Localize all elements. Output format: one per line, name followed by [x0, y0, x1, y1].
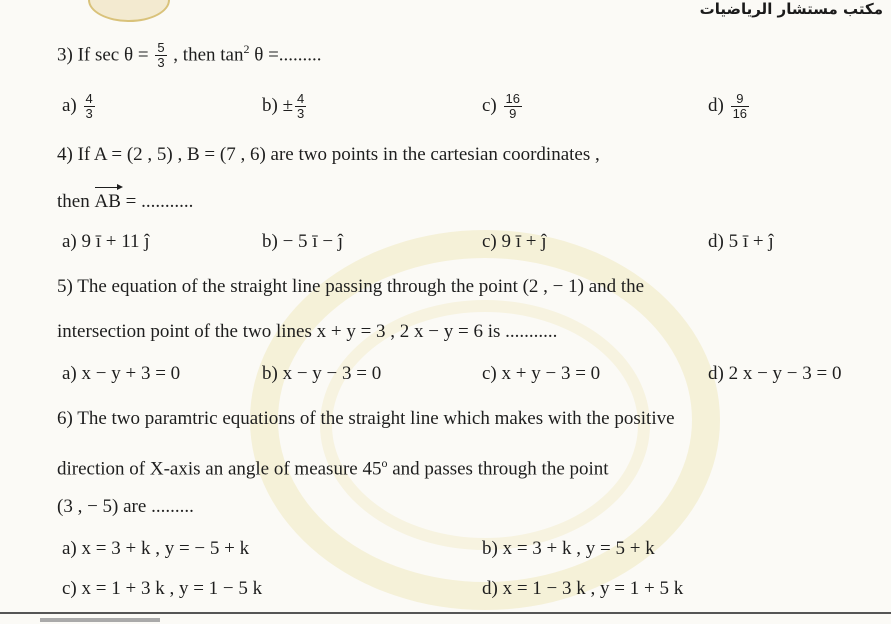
q5-option-c[interactable]: c) x + y − 3 = 0 [482, 363, 601, 384]
q4-option-a[interactable]: a) 9 ī + 11 ĵ [62, 231, 150, 252]
q5-line-2: intersection point of the two lines x + y = 3 , 2 x − y = 6 is ........... [57, 321, 558, 342]
q6-line-3: (3 , − 5) are ......... [57, 496, 194, 517]
q4-option-d[interactable]: d) 5 ī + ĵ [708, 231, 774, 252]
q4-line-1: 4) If A = (2 , 5) , B = (7 , 6) are two points in the cartesian coordinates , [57, 144, 600, 165]
q6-line-1: 6) The two paramtric equations of the straight line which makes with the positive [57, 408, 675, 429]
q6-line-2: direction of X-axis an angle of measure 45$^o$ and passes through the point [57, 456, 609, 480]
q3-fraction: $\frac{5}{3}$ [157, 40, 165, 71]
q3-end: θ =......... [249, 44, 322, 66]
q3-option-a[interactable]: a) $\frac{4}{3}$ [62, 91, 93, 121]
vector-ab: AB [94, 191, 121, 212]
q6-option-b[interactable]: b) x = 3 + k , y = 5 + k [482, 538, 655, 559]
q4-option-b[interactable]: b) − 5 ī − ĵ [262, 231, 344, 252]
q6-option-d[interactable]: d) x = 1 − 3 k , y = 1 + 5 k [482, 578, 684, 599]
brand-title: مكتب مستشار الرياضيات [699, 0, 883, 18]
q3-option-d[interactable]: d) $\frac{9}{16}$ [708, 91, 748, 121]
q3-sup: 2 [243, 42, 250, 56]
q3-option-c[interactable]: c) $\frac{16}{9}$ [482, 91, 520, 121]
header-logo [88, 0, 170, 22]
q5-option-d[interactable]: d) 2 x − y − 3 = 0 [708, 363, 842, 384]
q4-line-2: then AB = ........... [57, 191, 194, 212]
q3-suffix: , then tan [168, 44, 244, 66]
q6-option-c[interactable]: c) x = 1 + 3 k , y = 1 − 5 k [62, 578, 263, 599]
q6-option-a[interactable]: a) x = 3 + k , y = − 5 + k [62, 538, 250, 559]
q5-line-1: 5) The equation of the straight line passing through the point (2 , − 1) and the [57, 276, 645, 297]
q5-option-a[interactable]: a) x − y + 3 = 0 [62, 363, 181, 384]
q5-option-b[interactable]: b) x − y − 3 = 0 [262, 363, 382, 384]
bottom-cutoff-text [40, 618, 160, 622]
q3-prefix: 3) If sec θ = [57, 44, 154, 66]
q3-option-b[interactable]: b) ± $\frac{4}{3}$ [262, 91, 305, 121]
q4-option-c[interactable]: c) 9 ī + ĵ [482, 231, 547, 252]
question-3 [57, 37, 322, 70]
bottom-divider [0, 612, 891, 614]
